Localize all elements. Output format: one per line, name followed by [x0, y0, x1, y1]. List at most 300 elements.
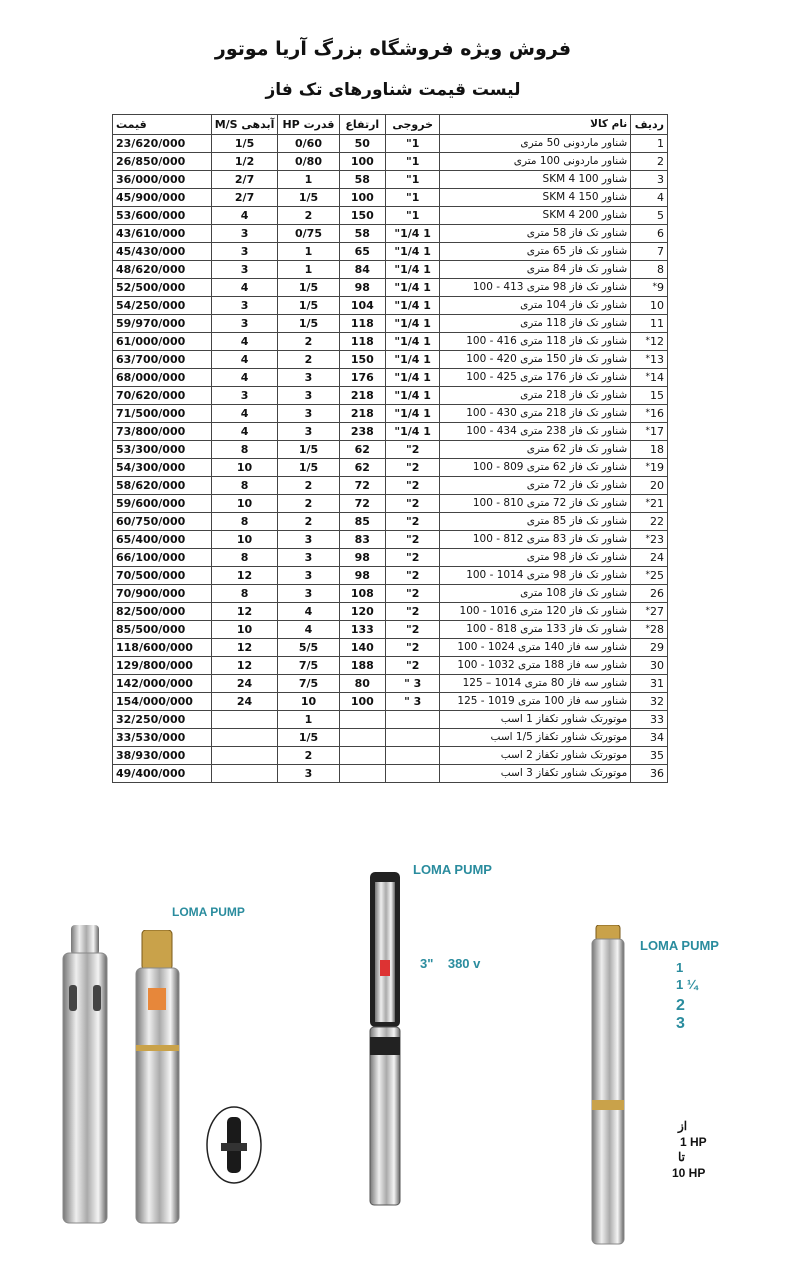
size-3: 3: [676, 1015, 685, 1032]
row-star: *: [645, 498, 650, 508]
row-price: [113, 765, 212, 783]
row-price: [113, 261, 212, 279]
row-flow-text: 3: [240, 299, 249, 312]
row-power-text: 3: [304, 767, 313, 780]
size-1: 1: [676, 960, 684, 975]
row-head: [339, 369, 386, 387]
row-flow: [211, 675, 278, 693]
row-outlet: [386, 135, 440, 153]
row-index: [631, 765, 668, 783]
table-row: [113, 693, 668, 711]
row-index-text: 1: [657, 137, 664, 150]
table-row: [113, 387, 668, 405]
row-name: [440, 315, 631, 333]
row-index-text: 26: [650, 587, 664, 600]
row-flow: [211, 765, 278, 783]
row-power: [278, 585, 339, 603]
range-min: 1 HP: [680, 1135, 707, 1149]
row-power-text: 3: [304, 533, 313, 546]
row-head: [339, 441, 386, 459]
row-index: [631, 153, 668, 171]
row-head-text: 118: [350, 317, 374, 330]
row-outlet-text: 3 ": [404, 695, 422, 708]
table-row: [113, 441, 668, 459]
row-name-text: موتورتک شناور تکفاز 3 اسب: [500, 767, 628, 779]
row-outlet-text: 1": [405, 155, 420, 168]
row-index: [631, 495, 668, 513]
row-index-text: 5: [657, 209, 664, 222]
row-index: [631, 369, 668, 387]
row-outlet: [386, 297, 440, 315]
row-name-text: موتورتک شناور تکفاز 1/5 اسب: [490, 731, 628, 743]
row-flow: [211, 495, 278, 513]
row-name-text: شناور ماردونی 50 متری: [520, 137, 628, 149]
row-index-text: 2: [657, 155, 664, 168]
row-flow-text: 12: [236, 605, 253, 618]
table-row: [113, 585, 668, 603]
row-index: [631, 747, 668, 765]
row-price-text: 33/530/000: [116, 731, 186, 744]
row-price-text: 58/620/000: [116, 479, 186, 492]
row-outlet-text: 2": [405, 659, 420, 672]
row-power: [278, 693, 339, 711]
row-power-text: 2: [304, 335, 313, 348]
row-outlet-text: 2": [405, 443, 420, 456]
row-outlet-text: 1 1/4": [394, 389, 431, 402]
row-power: [278, 261, 339, 279]
row-name: [440, 603, 631, 621]
row-head-text: 120: [350, 605, 374, 618]
row-outlet: [386, 693, 440, 711]
row-price-text: 59/600/000: [116, 497, 186, 510]
row-index: [631, 423, 668, 441]
pump-image-left-2: [130, 930, 185, 1225]
row-outlet: [386, 351, 440, 369]
row-flow: [211, 369, 278, 387]
row-price-text: 53/600/000: [116, 209, 186, 222]
row-head: [339, 351, 386, 369]
row-flow-text: 10: [236, 533, 253, 546]
row-price: [113, 315, 212, 333]
row-power-text: 1/5: [298, 461, 319, 474]
row-head: [339, 405, 386, 423]
row-index: [631, 351, 668, 369]
row-power: [278, 387, 339, 405]
row-index-text: 13: [650, 353, 664, 366]
row-price: [113, 657, 212, 675]
row-outlet-text: 2": [405, 623, 420, 636]
row-flow-text: 2/7: [234, 191, 255, 204]
row-price: [113, 171, 212, 189]
row-star: *: [645, 336, 650, 346]
row-power-text: 2: [304, 749, 313, 762]
price-table: [112, 114, 668, 783]
row-name: [440, 585, 631, 603]
row-power-text: 1/5: [298, 191, 319, 204]
table-row: [113, 261, 668, 279]
row-power: [278, 567, 339, 585]
row-price-text: 142/000/000: [116, 677, 193, 690]
row-price: [113, 405, 212, 423]
row-head-text: 218: [350, 389, 374, 402]
row-outlet: [386, 477, 440, 495]
row-flow: [211, 405, 278, 423]
row-price-text: 68/000/000: [116, 371, 186, 384]
row-outlet: [386, 369, 440, 387]
size-1-quarter: 1 ¼: [676, 977, 698, 992]
row-power: [278, 441, 339, 459]
row-outlet-text: 2": [405, 479, 420, 492]
row-name: [440, 351, 631, 369]
row-price: [113, 531, 212, 549]
table-row: [113, 477, 668, 495]
row-name: [440, 423, 631, 441]
row-head-text: 238: [350, 425, 374, 438]
row-price-text: 54/250/000: [116, 299, 186, 312]
row-index: [631, 657, 668, 675]
row-flow-text: 8: [240, 443, 249, 456]
header-power: قدرت HP: [278, 115, 339, 135]
row-flow: [211, 585, 278, 603]
table-row: [113, 297, 668, 315]
row-flow-text: 3: [240, 263, 249, 276]
row-head-text: 83: [354, 533, 370, 546]
row-index: [631, 603, 668, 621]
row-flow: [211, 135, 278, 153]
row-power: [278, 675, 339, 693]
row-outlet-text: 2": [405, 461, 420, 474]
row-head-text: 85: [354, 515, 370, 528]
row-name-text: شناور تک فاز 65 متری: [526, 245, 628, 257]
row-outlet-text: 2": [405, 641, 420, 654]
row-outlet: [386, 423, 440, 441]
row-price-text: 43/610/000: [116, 227, 186, 240]
row-name-text: شناور تک فاز 58 متری: [526, 227, 628, 239]
row-price-text: 52/500/000: [116, 281, 186, 294]
row-power: [278, 729, 339, 747]
row-price-text: 36/000/000: [116, 173, 186, 186]
table-row: [113, 459, 668, 477]
row-head: [339, 333, 386, 351]
row-price-text: 65/400/000: [116, 533, 186, 546]
row-name-text: شناور تک فاز 62 متری 809 - 100: [472, 461, 628, 473]
row-power: [278, 297, 339, 315]
row-star: *: [645, 606, 650, 616]
row-flow-text: 8: [240, 587, 249, 600]
row-price: [113, 369, 212, 387]
row-price: [113, 135, 212, 153]
row-index-text: 10: [650, 299, 664, 312]
row-name-text: شناور تک فاز 104 متری: [520, 299, 628, 311]
row-name-text: شناور تک فاز 108 متری: [520, 587, 628, 599]
row-power: [278, 207, 339, 225]
row-head-text: 62: [354, 443, 370, 456]
row-outlet-text: 1": [405, 173, 420, 186]
row-power-text: 2: [304, 479, 313, 492]
row-outlet: [386, 657, 440, 675]
row-power-text: 1: [304, 173, 313, 186]
table-row: [113, 225, 668, 243]
row-outlet: [386, 549, 440, 567]
row-price-text: 49/400/000: [116, 767, 186, 780]
row-outlet: [386, 171, 440, 189]
row-head: [339, 711, 386, 729]
row-power: [278, 369, 339, 387]
row-flow-text: 3: [240, 389, 249, 402]
row-flow: [211, 351, 278, 369]
row-outlet-text: 1 1/4": [394, 425, 431, 438]
row-price-text: 82/500/000: [116, 605, 186, 618]
row-price-text: 45/430/000: [116, 245, 186, 258]
row-head: [339, 297, 386, 315]
row-outlet: [386, 621, 440, 639]
row-power-text: 3: [304, 371, 313, 384]
row-index-text: 23: [650, 533, 664, 546]
row-flow: [211, 171, 278, 189]
row-index-text: 36: [650, 767, 664, 780]
row-price: [113, 243, 212, 261]
row-flow-text: 4: [240, 353, 249, 366]
row-flow: [211, 153, 278, 171]
row-head-text: 150: [350, 209, 374, 222]
row-index: [631, 225, 668, 243]
row-head-text: 80: [354, 677, 370, 690]
row-price: [113, 207, 212, 225]
row-head: [339, 765, 386, 783]
row-name: [440, 171, 631, 189]
row-index-text: 3: [657, 173, 664, 186]
row-head-text: 100: [350, 191, 374, 204]
row-power-text: 1: [304, 263, 313, 276]
impeller-image: [205, 1105, 263, 1185]
row-name: [440, 387, 631, 405]
row-index: [631, 441, 668, 459]
row-head-text: 98: [354, 569, 370, 582]
row-head-text: 108: [350, 587, 374, 600]
table-row: [113, 171, 668, 189]
row-head-text: 218: [350, 407, 374, 420]
row-flow-text: 4: [240, 425, 249, 438]
pump-image-right: [590, 925, 626, 1245]
row-price: [113, 279, 212, 297]
row-index: [631, 675, 668, 693]
table-row: [113, 207, 668, 225]
row-index-text: 21: [650, 497, 664, 510]
row-index: [631, 531, 668, 549]
row-power-text: 3: [304, 587, 313, 600]
table-row: [113, 135, 668, 153]
header-outlet: خروجی: [386, 115, 440, 135]
row-flow: [211, 567, 278, 585]
brand-label-left: LOMA PUMP: [172, 905, 245, 919]
table-row: [113, 657, 668, 675]
row-power: [278, 315, 339, 333]
row-flow: [211, 603, 278, 621]
row-price-text: 45/900/000: [116, 191, 186, 204]
spec-label-middle: 3" 380 v: [420, 956, 481, 971]
row-name-text: شناور تک فاز 118 متری 416 - 100: [466, 335, 628, 347]
row-outlet-text: 2": [405, 569, 420, 582]
row-flow-text: 24: [236, 677, 253, 690]
row-name-text: شناور تک فاز 218 متری 430 - 100: [466, 407, 628, 419]
row-price: [113, 333, 212, 351]
row-price-text: 70/900/000: [116, 587, 186, 600]
row-outlet: [386, 585, 440, 603]
row-flow: [211, 459, 278, 477]
row-outlet: [386, 567, 440, 585]
row-outlet: [386, 261, 440, 279]
row-outlet-text: 1 1/4": [394, 263, 431, 276]
row-flow-text: 3: [240, 227, 249, 240]
row-index-text: 33: [650, 713, 664, 726]
row-power-text: 3: [304, 425, 313, 438]
table-row: [113, 333, 668, 351]
table-row: [113, 729, 668, 747]
row-flow: [211, 549, 278, 567]
table-row: [113, 531, 668, 549]
row-power: [278, 189, 339, 207]
row-power: [278, 747, 339, 765]
row-index: [631, 585, 668, 603]
table-header-row: [113, 115, 668, 135]
row-outlet: [386, 405, 440, 423]
row-index-text: 22: [650, 515, 664, 528]
row-name: [440, 747, 631, 765]
row-outlet-text: 2": [405, 551, 420, 564]
row-index-text: 25: [650, 569, 664, 582]
row-index-text: 30: [650, 659, 664, 672]
row-index-text: 28: [650, 623, 664, 636]
row-name: [440, 567, 631, 585]
row-index-text: 19: [650, 461, 664, 474]
row-outlet: [386, 459, 440, 477]
row-power-text: 1: [304, 245, 313, 258]
row-name: [440, 279, 631, 297]
row-name-text: شناور تک فاز 176 متری 425 - 100: [466, 371, 628, 383]
row-head: [339, 621, 386, 639]
row-flow-text: 3: [240, 245, 249, 258]
row-outlet-text: 1 1/4": [394, 245, 431, 258]
row-index: [631, 387, 668, 405]
row-price-text: 129/800/000: [116, 659, 193, 672]
row-name-text: شناور تک فاز 120 متری 1016 - 100: [459, 605, 628, 617]
row-head: [339, 171, 386, 189]
row-outlet-text: 2": [405, 533, 420, 546]
row-head-text: 140: [350, 641, 374, 654]
row-power: [278, 765, 339, 783]
row-index: [631, 549, 668, 567]
row-price: [113, 513, 212, 531]
table-row: [113, 603, 668, 621]
row-price: [113, 549, 212, 567]
header-price: قیمت: [113, 115, 212, 135]
row-outlet-text: 2": [405, 587, 420, 600]
row-index: [631, 621, 668, 639]
row-head: [339, 153, 386, 171]
row-outlet-text: 1": [405, 137, 420, 150]
row-price: [113, 621, 212, 639]
row-power: [278, 333, 339, 351]
row-name: [440, 693, 631, 711]
row-head-text: 104: [350, 299, 374, 312]
row-outlet: [386, 675, 440, 693]
row-name-text: شناور تک فاز 84 متری: [526, 263, 628, 275]
row-index: [631, 333, 668, 351]
row-flow-text: 10: [236, 497, 253, 510]
page-title: فروش ویژه فروشگاه بزرگ آریا موتور: [214, 38, 572, 60]
row-index-text: 34: [650, 731, 664, 744]
table-row: [113, 675, 668, 693]
row-power: [278, 171, 339, 189]
row-head: [339, 657, 386, 675]
row-index: [631, 729, 668, 747]
table-row: [113, 639, 668, 657]
row-outlet: [386, 711, 440, 729]
row-price: [113, 297, 212, 315]
row-power: [278, 405, 339, 423]
row-power: [278, 495, 339, 513]
row-index: [631, 261, 668, 279]
row-power-text: 2: [304, 515, 313, 528]
row-outlet-text: 1 1/4": [394, 227, 431, 240]
row-price-text: 48/620/000: [116, 263, 186, 276]
row-star: *: [645, 354, 650, 364]
row-index-text: 29: [650, 641, 664, 654]
size-2: 2: [676, 997, 685, 1014]
row-name-text: شناور تک فاز 72 متری 810 - 100: [472, 497, 628, 509]
row-flow: [211, 657, 278, 675]
row-name-text: شناور تک فاز 133 متری 818 - 100: [466, 623, 628, 635]
row-price: [113, 729, 212, 747]
row-power-text: 4: [304, 605, 313, 618]
brand-label-middle: LOMA PUMP: [413, 862, 492, 877]
row-outlet-text: 2": [405, 515, 420, 528]
row-flow: [211, 531, 278, 549]
row-star: *: [645, 372, 650, 382]
row-flow-text: 4: [240, 371, 249, 384]
row-name: [440, 657, 631, 675]
header-index: ردیف: [631, 115, 668, 135]
row-outlet-text: 1 1/4": [394, 335, 431, 348]
row-power-text: 2: [304, 209, 313, 222]
row-price-text: 61/000/000: [116, 335, 186, 348]
page-subtitle: لیست قیمت شناورهای تک فاز: [265, 80, 521, 100]
row-outlet: [386, 153, 440, 171]
header-head: ارتفاع: [339, 115, 386, 135]
row-power-text: 2: [304, 353, 313, 366]
row-name: [440, 513, 631, 531]
row-power: [278, 513, 339, 531]
row-index: [631, 693, 668, 711]
table-row: [113, 351, 668, 369]
row-name-text: شناور تک فاز 218 متری: [520, 389, 628, 401]
row-name-text: شناور تک فاز 238 متری 434 - 100: [466, 425, 628, 437]
row-flow: [211, 261, 278, 279]
row-flow-text: 1/2: [234, 155, 255, 168]
row-head: [339, 315, 386, 333]
row-flow: [211, 189, 278, 207]
pump-image-middle: [368, 872, 402, 1207]
row-flow: [211, 711, 278, 729]
row-name: [440, 549, 631, 567]
row-outlet: [386, 315, 440, 333]
row-flow-text: 4: [240, 209, 249, 222]
row-outlet-text: 1 1/4": [394, 317, 431, 330]
row-outlet: [386, 603, 440, 621]
row-head: [339, 387, 386, 405]
row-flow-text: 10: [236, 623, 253, 636]
row-head-text: 62: [354, 461, 370, 474]
